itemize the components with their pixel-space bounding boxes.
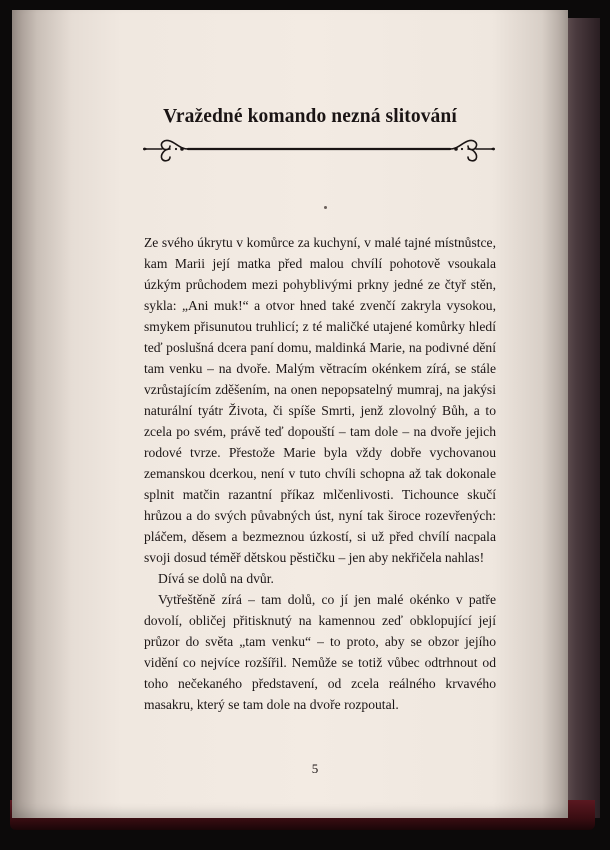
paragraph-1: Ze svého úkrytu v komůrce za kuchyní, v malé tajné místnůstce, kam Marii její matka před malou chvílí pohotově vsoukala úzkým průchodem mezi pohyblivými prkny jedné ze čtyř stěn, sykla: „Ani muk!“ a otvor hned také zvenčí zakryla vysokou, smykem přisunutou truhlicí; z té maličké utajené komůrky hledí teď poslušná dcera paní domu, maldinká Marie, na podivné dění tam venku – na dvoře. Malým větracím okénkem zírá, se stále vzrůstajícím zděšením, na onen nepopsatelný mumraj, na jakýsi naturální tyátr Života, či spíše Smrti, jenž zlovolný Bůh, a to zcela po svém, právě teď dopouští – tam dole – na dvoře jejich rodové tvrze. Přestože Marie byla vždy dobře vychovanou zemanskou dcerkou, není v tuto chvíli schopna až tak dokonale splnit matčin razantní příkaz mlčenlivosti. Tichounce skučí hrůzou a do svých půvabných úst, nyní tak široce rozevřených: pláčem, děsem a bezmeznou úzkostí, si už před chvílí nacpala svoji dosud téměř dětskou pěstičku – jen aby nekřičela nahlas! [144,235,496,565]
body-text [144,232,496,715]
paragraph-2: Dívá se dolů na dvůr. [158,571,274,586]
page-speck [324,206,327,209]
page-number: 5 [311,761,319,776]
decorative-divider-ornament [140,133,498,165]
paragraph-3: Vytřeštěně zírá – tam dolů, co jí jen malé okénko v patře dovolí, obličej přitisknutý na kamennou zeď obklopující její průzor do světa „tam venku“ – to proto, aby se obzor jejího vidění co nejvíce rozšířil. Nemůže se totiž vůbec odtrhnout od toho nečekaného představení, od zcela reálného krvavého masakru, který se tam dole na dvoře rozpoutal. [144,592,496,712]
chapter-title: Vražedné komando nezná slitování [163,106,457,127]
